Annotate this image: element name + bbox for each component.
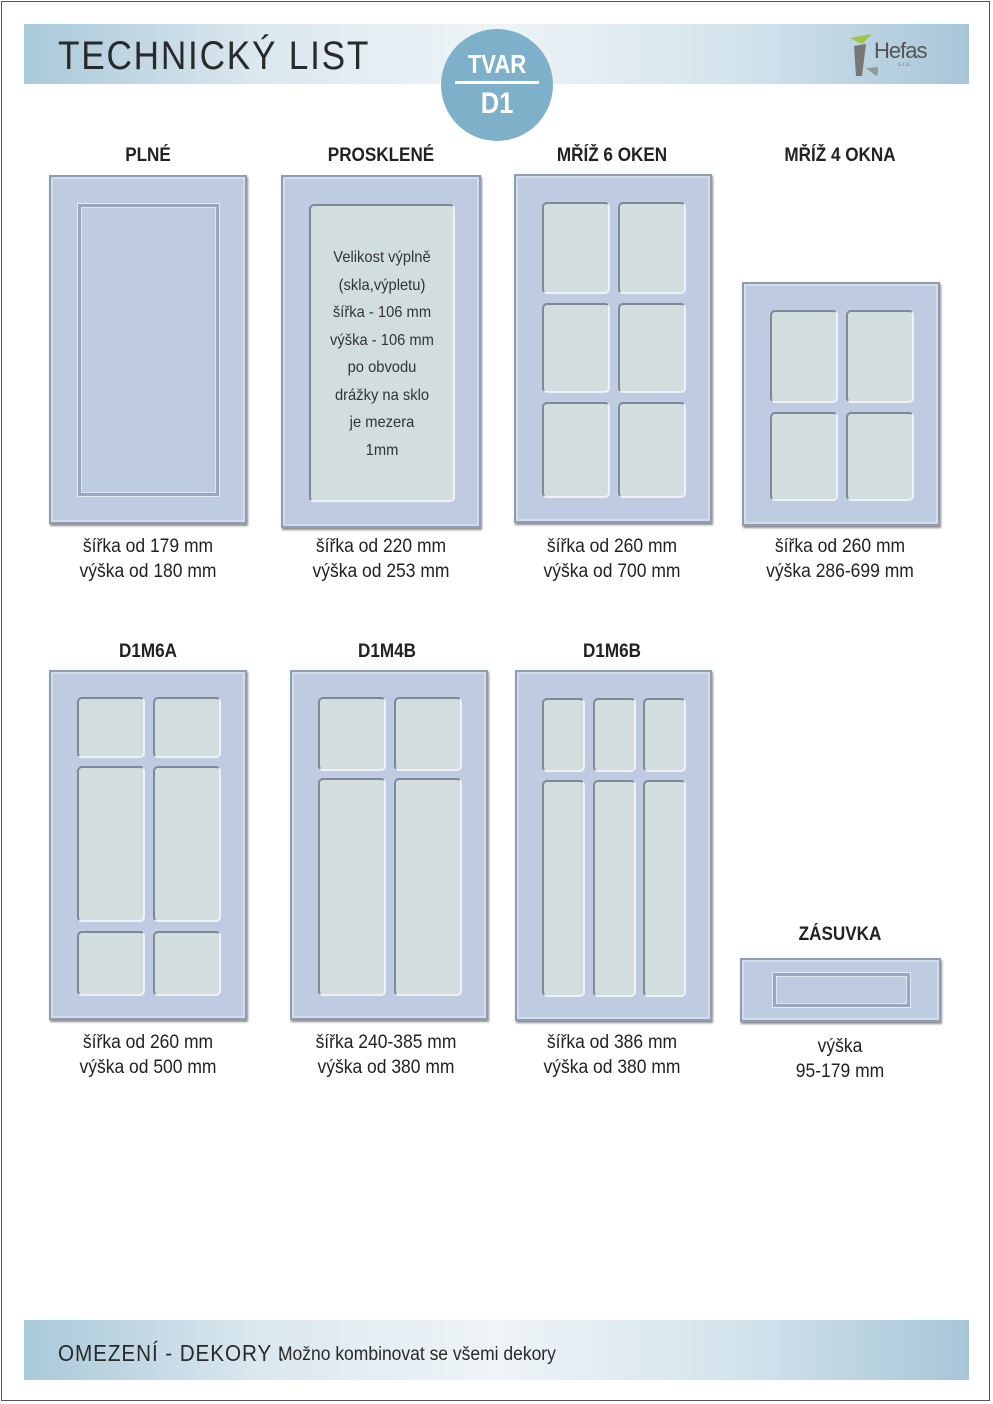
glass-pane — [542, 202, 610, 294]
glass-pane — [618, 202, 686, 294]
caption-width: šířka 240-385 mm — [315, 1032, 457, 1053]
footer-label: OMEZENÍ - DEKORY : — [58, 1340, 286, 1366]
glass-pane — [846, 310, 914, 403]
glass-pane — [153, 697, 221, 758]
badge-divider — [455, 81, 539, 84]
footer-banner — [24, 1320, 969, 1380]
caption-height: výška od 380 mm — [317, 1057, 455, 1078]
glass-pane — [542, 402, 610, 498]
caption-line: 95-179 mm — [795, 1061, 885, 1082]
glass-note-line: je mezera — [349, 414, 415, 431]
door-d1m6a — [49, 670, 247, 1020]
caption-line: výška — [817, 1036, 863, 1057]
glass-pane — [542, 303, 610, 393]
caption-height: výška od 700 mm — [543, 561, 681, 582]
glass-pane — [643, 698, 686, 772]
drawer-zasuvka — [740, 958, 941, 1022]
glass-note-line: výška - 106 mm — [330, 331, 434, 349]
raised-panel — [78, 204, 219, 496]
door-label-d1m6a: D1M6A — [119, 641, 177, 662]
footer-text: Možno kombinovat se všemi dekory — [278, 1344, 556, 1365]
badge-label: TVAR — [467, 49, 527, 79]
caption-plne — [56, 534, 240, 584]
door-d1m4b — [290, 670, 488, 1020]
caption-prosklene — [289, 534, 473, 584]
door-label-d1m6b: D1M6B — [583, 641, 641, 662]
glass-pane — [846, 412, 914, 501]
door-label-zasuvka: ZÁSUVKA — [798, 924, 882, 945]
glass-pane — [153, 766, 221, 922]
glass-note-line: Velikost výplně — [333, 249, 431, 266]
glass-pane — [770, 412, 838, 501]
glass-note-line: šířka - 106 mm — [332, 304, 432, 321]
glass-pane — [542, 698, 585, 772]
glass-pane — [643, 780, 686, 997]
door-label-mriz4: MŘÍŽ 4 OKNA — [784, 145, 896, 166]
glass-note-line: (skla,výpletu) — [338, 276, 426, 294]
glass-note-line: po obvodu — [347, 359, 417, 376]
glass-pane — [309, 204, 455, 502]
raised-panel — [773, 973, 910, 1007]
glass-pane — [618, 303, 686, 393]
caption-d1m6b — [520, 1030, 704, 1080]
glass-pane — [593, 698, 636, 772]
badge-code: D1 — [480, 87, 514, 120]
caption-width: šířka od 220 mm — [315, 536, 447, 557]
glass-pane — [318, 778, 386, 996]
door-prosklene — [281, 175, 481, 528]
caption-width: šířka od 386 mm — [546, 1032, 678, 1053]
glass-pane — [77, 766, 145, 922]
glass-note-line: 1mm — [365, 441, 399, 459]
glass-pane — [593, 780, 636, 997]
door-mriz6 — [514, 174, 712, 523]
caption-height: výška 286-699 mm — [766, 561, 914, 582]
glass-note — [317, 244, 448, 464]
glass-pane — [394, 778, 462, 996]
caption-mriz6 — [520, 534, 704, 584]
door-label-prosklene: PROSKLENÉ — [327, 145, 435, 166]
glass-pane — [318, 697, 386, 771]
caption-width: šířka od 179 mm — [82, 536, 214, 557]
door-mriz4 — [742, 282, 940, 526]
caption-height: výška od 180 mm — [79, 561, 217, 582]
door-label-plne: PLNÉ — [125, 145, 171, 166]
caption-height: výška od 253 mm — [312, 561, 450, 582]
caption-width: šířka od 260 mm — [82, 1032, 214, 1053]
caption-zasuvka — [748, 1034, 932, 1084]
caption-width: šířka od 260 mm — [546, 536, 678, 557]
caption-height: výška od 380 mm — [543, 1057, 681, 1078]
glass-pane — [770, 310, 838, 403]
logo-subtext: s.r.o. — [898, 62, 912, 68]
hefas-logo — [848, 32, 938, 77]
door-label-mriz6: MŘÍŽ 6 OKEN — [556, 145, 668, 166]
glass-pane — [77, 931, 145, 996]
glass-pane — [153, 931, 221, 996]
glass-pane — [394, 697, 462, 771]
logo-text: Hefas — [874, 38, 927, 63]
door-plne — [49, 175, 247, 524]
caption-mriz4 — [748, 534, 932, 584]
glass-pane — [542, 780, 585, 997]
page-title: TECHNICKÝ LIST — [58, 34, 371, 78]
shape-badge — [441, 29, 553, 141]
door-d1m6b — [515, 670, 712, 1021]
caption-d1m4b — [294, 1030, 478, 1080]
glass-pane — [77, 697, 145, 758]
glass-pane — [618, 402, 686, 498]
caption-d1m6a — [56, 1030, 240, 1080]
door-label-d1m4b: D1M4B — [358, 641, 416, 662]
caption-height: výška od 500 mm — [79, 1057, 217, 1078]
glass-note-line: drážky na sklo — [334, 386, 430, 404]
caption-width: šířka od 260 mm — [774, 536, 906, 557]
